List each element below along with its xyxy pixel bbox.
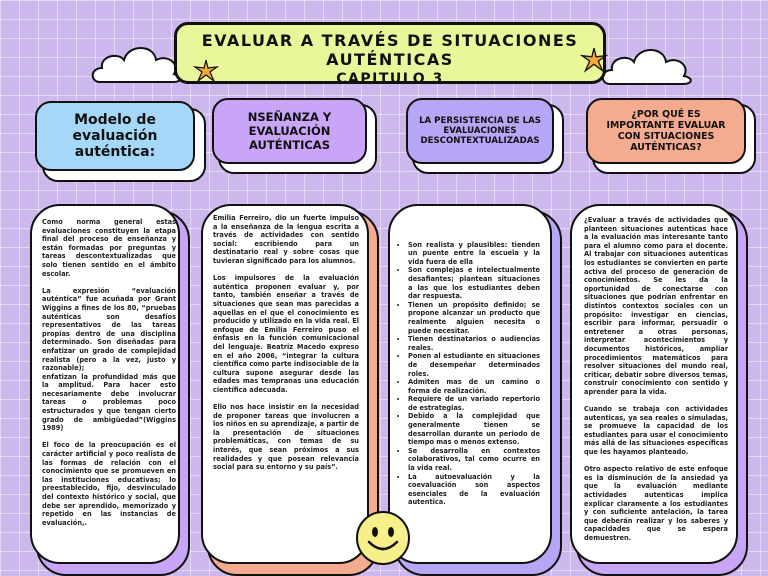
column-2-header — [212, 98, 367, 164]
cloud-icon — [598, 34, 698, 90]
cloud-icon — [88, 32, 188, 88]
column-1-header — [35, 101, 195, 171]
title-banner — [174, 22, 606, 87]
column-4-header-text: ¿POR QUÉ ES IMPORTANTE EVALUAR CON SITUACIONES AUTÉNTICAS? — [606, 109, 726, 153]
column-3-header-text: LA PERSISTENCIA DE LAS EVALUACIONES DESCONTEXTUALIZADAS — [419, 116, 541, 146]
column-4-header — [586, 98, 746, 164]
bullet-item: • Ponen al estudiante en situaciones de desempeñar determinados roles. — [408, 352, 540, 378]
bullet-item: • Son complejas e intelectualmente desafiantes; plantean situaciones a las que los estudiantes deben dar respuesta. — [408, 266, 540, 300]
column-1-header-text: Modelo de evaluación auténtica: — [72, 112, 158, 160]
smiley-icon — [353, 508, 413, 568]
bullet-item: • Debido a la complejidad que generalmente tienen se desarrollan durante un periodo de tiempo mas o menos extenso. — [408, 412, 540, 446]
column-4-text: ¿Evaluar a través de actividades que planteen situaciones autenticas hace a la evaluación mas interesante tanto para el alumno como para el docente. Al trabajar con situaciones autenticas los estudiantes se convierten en parte activa del proceso de generación de conocimientos. Se les da la oportunidad de conectarse con situaciones que podrían enfrentar en distintos contextos sociales con un propósito: investigar en ciencias, escribir para informar, persuadir o entretener a otras personas, interpretar acontecimientos y documentos históricos, ampliar procedimientos matemáticos para resolver situaciones del mundo real, criticar, debatir sobre diversos temas, construir conocimiento con sentido y aprender para la vida. Cuando se trabaja con actividades autenticas, ya sea reales o simuladas, se promueve la capacidad de los estudiantes para usar el conocimiento más allá de las situaciones específicas que les hayamos planteado. Otro aspecto relativo de este enfoque es la disminución de la ansiedad ya que la evaluación mediante actividades autenticas implica explicar claramente a los estudiantes y con suficiente antelación, la tarea que deberán realizar y los saberes y capacidades que se espera demuestren. — [584, 216, 728, 542]
bullet-item: • Admiten mas de un camino o forma de realización. — [408, 378, 540, 395]
column-2-header-text: NSEÑANZA Y EVALUACIÓN AUTÉNTICAS — [247, 110, 332, 152]
bullet-item: • Se desarrolla en contextos colaborativos, tal como ocurre en la vida real. — [408, 447, 540, 473]
bullet-item: • Requiere de un variado repertorio de estrategias. — [408, 395, 540, 412]
page-subtitle: CAPITULO 3 — [336, 71, 444, 87]
column-2-text: Emilia Ferreiro, dio un fuerte impulso a la enseñanza de la lengua escrita a través de actividades con sentido social: escribiendo para un destinatario real y sobre cosas que tuvieran significado para los alumnos. Los impulsores de la evaluación auténtica proponen evaluar y, por tanto, también enseñar a través de situaciones que sean mas parecidas a aquellas en el que el conocimiento es producido y utilizado en la vida real. El enfoque de Emilia Ferreiro puso el énfasis en la función comunicacional del lenguaje. Beatriz Macedo expreso en el año 2006, “integrar la cultura científica como parte indisociable de la cultura supone asegurar desde las edades mas tempranas una educación científica adecuada. Ello nos hace insistir en la necesidad de proponer tareas que involucren a los niños en su aprendizaje, a partir de la presentación de situaciones problemáticas, con temas de su interés, que sean próximos a sus realidades y que posean relevancia social para su entorno y su país”. — [213, 214, 359, 472]
column-3-header — [406, 98, 554, 164]
page-title: EVALUAR A TRAVÉS DE SITUACIONES AUTÉNTICAS — [201, 31, 579, 69]
column-3-bullets — [400, 232, 540, 516]
bullet-item: • Tienen un propósito definido; se propone alcanzar un producto que realmente alguien necesita o puede necesitar. — [408, 301, 540, 335]
star-icon — [193, 58, 219, 84]
bullet-item: • Son realista y plausibles: tienden un puente entre la escuela y la vida fuera de ella — [408, 241, 540, 267]
star-icon — [580, 46, 608, 74]
column-1-text: Como norma general estas evaluaciones constituyen la etapa final del proceso de enseñanza y están formadas por preguntas y tareas descontextualizadas que solo tienen sentido en el ámbito escolar. La expresión “evaluación auténtica” fue acuñada por Grant Wiggins a fines de los 80, “pruebas auténticas son desafíos representativos de las tareas propias dentro de una disciplina determinado. Son diseñadas para enfatizar un grado de complejidad realista (pero a la vez, justo y razonable); enfatizan la profundidad más que la amplitud. Para hacer esto necesariamente debe involucrar tareas o problemas poco estructurados y que tengan cierto grado de ambigüedad”(Wiggins 1989) El foco de la preocupación es el carácter artificial y poco realista de las formas de relación con el conocimiento que se promueven en las instituciones educativas; lo preestablecido, fijo, desvinculado del contexto histórico y social, que debe ser aprendido, memorizado y repetido en las instancias de evaluación,. — [42, 218, 176, 527]
bullet-item: • La autoevaluación y la coevaluación son aspectos esenciales de la evaluación autentica. — [408, 473, 540, 507]
bullet-item: • Tienen destinatarios o audiencias reales. — [408, 335, 540, 352]
